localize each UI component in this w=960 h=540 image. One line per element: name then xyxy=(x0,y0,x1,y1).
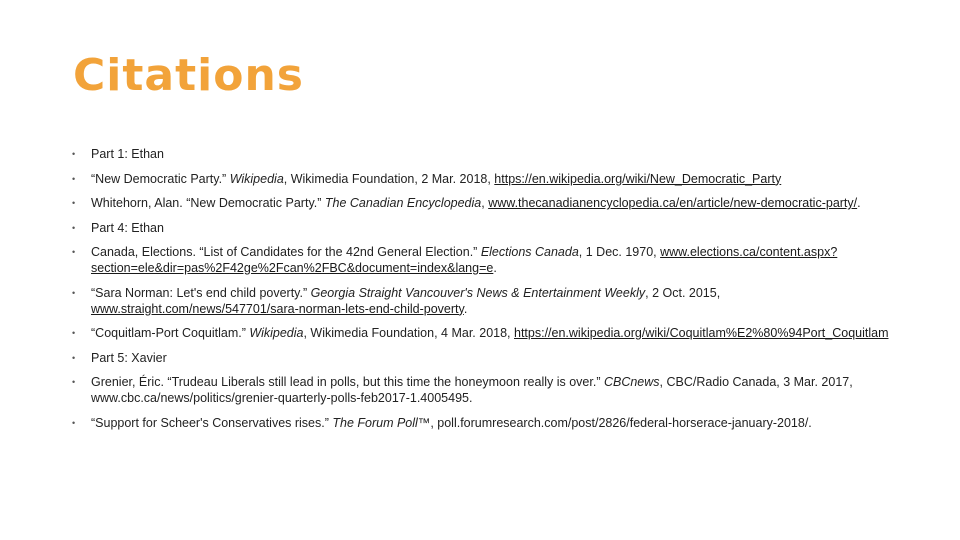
citation-text: “Coquitlam-Port Coquitlam.” xyxy=(91,326,250,340)
citation-text: Canada, Elections. “List of Candidates for the 42nd General Election.” xyxy=(91,245,481,259)
citation-source: Wikipedia xyxy=(249,326,304,340)
citation-list xyxy=(72,146,892,439)
list-item xyxy=(72,415,892,431)
section-label: Part 4: Ethan xyxy=(91,220,164,235)
citation-text: “Support for Scheer's Conservatives rises.” xyxy=(91,415,333,430)
citation-link[interactable]: https://en.wikipedia.org/wiki/New_Democratic_Party xyxy=(494,171,782,186)
bullet-icon: • xyxy=(72,198,76,208)
citation-text: . xyxy=(463,301,468,316)
citation-text: Grenier, Éric. “Trudeau Liberals still lead in polls, but this time the honeymoon really is over.” xyxy=(91,375,604,389)
list-item xyxy=(72,220,892,236)
slide-title: Citations xyxy=(73,50,304,101)
bullet-icon: • xyxy=(72,328,76,338)
citation-source: The Canadian Encyclopedia xyxy=(324,196,482,210)
citation-link[interactable]: www.elections.ca/content.aspx?section=ele&dir=pas%2F42ge%2Fcan%2FBC&document=index&lang=e xyxy=(91,245,838,275)
citation-text: “New Democratic Party.” xyxy=(91,171,230,186)
citation-text: , 1 Dec. 1970, xyxy=(578,245,661,259)
citation-link[interactable]: www.straight.com/news/547701/sara-norman-lets-end-child-poverty xyxy=(91,301,464,316)
section-label: Part 5: Xavier xyxy=(91,350,167,365)
citation-text: , poll.forumresearch.com/post/2826/federal-horserace-january-2018/. xyxy=(430,415,812,430)
citation-text: , Wikimedia Foundation, 4 Mar. 2018, xyxy=(303,326,514,340)
citation-text: , CBC/Radio Canada, 3 Mar. 2017, www.cbc.ca/news/politics/grenier-quarterly-polls-feb2017-1.4005495. xyxy=(91,375,853,405)
bullet-icon: • xyxy=(72,173,76,184)
list-item xyxy=(72,244,892,276)
citation-source: The Forum Poll™ xyxy=(332,415,431,430)
citation-text: “Sara Norman: Let's end child poverty.” xyxy=(91,285,311,300)
bullet-icon: • xyxy=(72,247,76,257)
citation-link[interactable]: https://en.wikipedia.org/wiki/Coquitlam%E2%80%94Port_Coquitlam xyxy=(514,326,889,340)
bullet-icon: • xyxy=(72,352,76,363)
citation-link[interactable]: www.thecanadianencyclopedia.ca/en/article/new-democratic-party/ xyxy=(488,196,858,210)
section-label: Part 1: Ethan xyxy=(91,147,164,161)
bullet-icon: • xyxy=(72,287,76,298)
list-item xyxy=(72,146,892,162)
list-item xyxy=(72,350,892,366)
list-item xyxy=(72,374,892,406)
citation-text: . xyxy=(493,261,497,275)
citation-source: Wikipedia xyxy=(229,171,284,186)
list-item xyxy=(72,285,892,317)
citation-text: . xyxy=(857,196,861,210)
list-item xyxy=(72,195,892,211)
citation-text: , 2 Oct. 2015, xyxy=(645,285,721,300)
citation-text: , Wikimedia Foundation, 2 Mar. 2018, xyxy=(283,171,495,186)
bullet-icon: • xyxy=(72,222,76,233)
citation-text: , xyxy=(481,196,489,210)
citation-text: Whitehorn, Alan. “New Democratic Party.” xyxy=(91,196,325,210)
bullet-icon: • xyxy=(72,149,76,159)
list-item xyxy=(72,171,892,187)
list-item xyxy=(72,325,892,341)
citation-source: CBCnews xyxy=(603,375,660,389)
bullet-icon: • xyxy=(72,417,76,428)
citation-source: Georgia Straight Vancouver's News & Entertainment Weekly xyxy=(310,285,646,300)
citation-source: Elections Canada xyxy=(480,245,579,259)
bullet-icon: • xyxy=(72,377,76,387)
